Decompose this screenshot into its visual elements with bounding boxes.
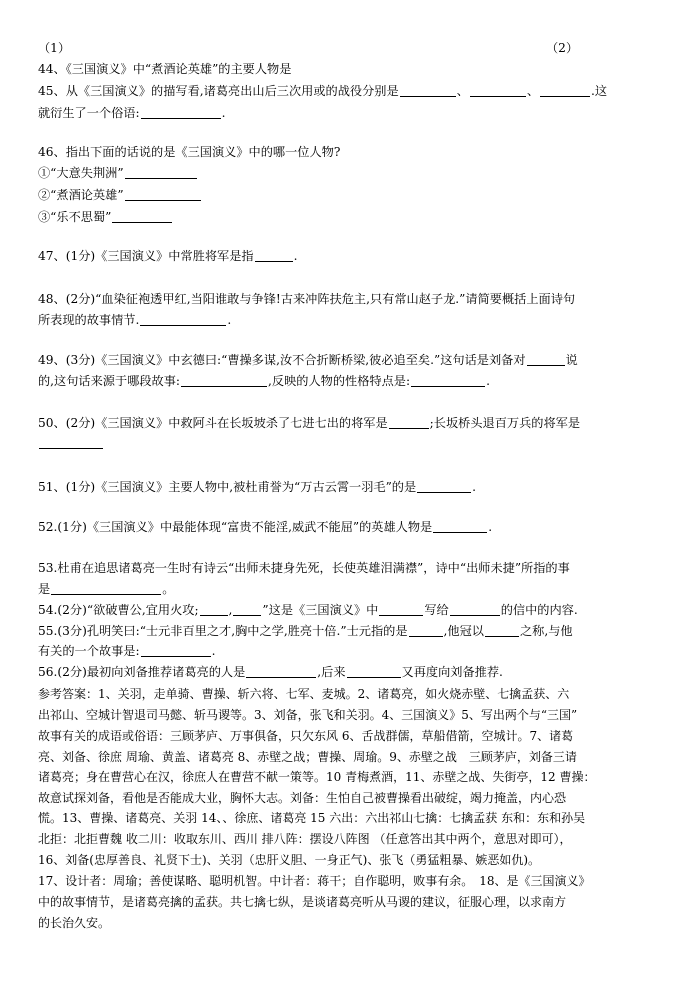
answer-line: 17、设计者：周瑜；善使谋略、聪明机智。中计者：蒋干；自作聪明，败事有余。 18、是《三国演义》 — [38, 874, 591, 888]
answer-blank[interactable] — [112, 210, 172, 223]
answer-blank[interactable] — [527, 353, 565, 366]
question-45-line1: 45、从《三国演义》的描写看,诸葛亮出山后三次用或的战役分别是 、 、 .这 — [38, 84, 608, 98]
question-49-line1: 49、(3分)《三国演义》中玄德曰:“曹操多谋,汝不合折断桥梁,彼必追至矣.”这句话是刘备对 说 — [38, 353, 578, 367]
answer-blank[interactable] — [417, 480, 471, 493]
question-44: 44、《三国演义》中“煮酒论英雄”的主要人物是 — [38, 62, 292, 76]
answer-line: 16、刘备(忠厚善良、礼贤下士)、关羽（忠肝义胆、一身正气)、张飞（勇猛粗暴、嫉恶如仇)。 — [38, 853, 540, 867]
answer-blank[interactable] — [409, 624, 443, 637]
answer-blank[interactable] — [450, 603, 500, 616]
question-45-line2: 就衍生了一个俗语: . — [38, 106, 226, 120]
question-48-line2: 所表现的故事情节. . — [38, 313, 232, 327]
answer-blank[interactable] — [200, 603, 228, 616]
question-51: 51、(1分)《三国演义》主要人物中,被杜甫誉为“万古云霄一羽毛”的是 . — [38, 480, 477, 494]
question-48-line1: 48、(2分)“血染征袍透甲红,当阳谁敢与争锋!古来冲阵扶危主,只有常山赵子龙.”请简要概括上面诗句 — [38, 292, 576, 306]
answer-line: 故事有关的成语或俗语：三顾茅庐、万事俱备，只欠东风 6、舌战群儒，草船借箭，空城计。7、诸葛 — [38, 729, 574, 743]
question-53-line2: 是 。 — [38, 582, 175, 596]
right-mark: （2） — [546, 41, 579, 55]
question-49-line2: 的,这句话来源于哪段故事: ,反映的人物的性格特点是: . — [38, 374, 490, 388]
left-mark: （1） — [38, 41, 71, 55]
question-55-line2: 有关的一个故事是: . — [38, 644, 216, 658]
question-47: 47、(1分)《三国演义》中常胜将军是指 . — [38, 249, 298, 263]
answer-blank[interactable] — [51, 582, 161, 595]
answer-blank[interactable] — [255, 249, 293, 262]
question-46-item-2: ②“煮酒论英雄” — [38, 188, 663, 202]
answer-blank[interactable] — [181, 374, 267, 387]
answer-line: 亮、刘备、徐庶 周瑜、黄盖、诸葛亮 8、赤壁之战；曹操、周瑜。9、赤壁之战 三顾茅庐，刘备三请 — [38, 750, 577, 764]
answer-line: 中的故事情节，是诸葛亮擒的孟获。共七擒七纵，是谈诸葛亮听从马谡的建议，征服心理，以求南方 — [38, 895, 567, 909]
question-46-item-3: ③“乐不思蜀” — [38, 210, 663, 224]
answer-blank[interactable] — [470, 84, 526, 97]
question-53-line1: 53.杜甫在追思诸葛亮一生时有诗云“出师未捷身先死，长使英雄泪满襟”，诗中“出师未捷”所指的事 — [38, 561, 570, 575]
answer-blank[interactable] — [125, 188, 201, 201]
answer-line: 故意试探刘备，看他是否能成大业，胸怀大志。刘备：生怕自己被曹操看出破绽，竭力掩盖，内心恐 — [38, 791, 567, 805]
question-46-item-1: ①“大意失荆洲” — [38, 166, 663, 180]
answer-blank[interactable] — [125, 166, 197, 179]
answer-line: 的长治久安。 — [38, 916, 111, 930]
question-50-line1: 50、(2分)《三国演义》中救阿斗在长坂坡杀了七进七出的将军是 ;长坂桥头退百万兵的将军是 — [38, 416, 581, 430]
answer-blank[interactable] — [39, 436, 103, 449]
answer-blank[interactable] — [433, 520, 487, 533]
answer-blank[interactable] — [141, 106, 221, 119]
answer-blank[interactable] — [389, 416, 429, 429]
answer-line: 参考答案：1、关羽，走单骑、曹操、斩六将、七军、麦城。2、诸葛亮，如火烧赤壁、七擒孟获、六 — [38, 687, 570, 701]
answer-blank[interactable] — [485, 624, 519, 637]
answer-line: 北拒：北拒曹魏 收二川：收取东川、西川 排八阵：摆设八阵图 （任意答出其中两个，意思对即可）， — [38, 832, 572, 846]
answer-blank[interactable] — [379, 603, 423, 616]
answer-line: 出祁山、空城计智退司马懿、斩马谡等。3、刘备，张飞和关羽。4、三国演义》5、写出两个与“三国” — [38, 708, 578, 722]
answer-blank[interactable] — [141, 644, 211, 657]
answer-line: 诸葛亮；身在曹营心在汉，徐庶人在曹营不献一策等。10 青梅煮酒，11、赤壁之战、失街亭，12 曹操： — [38, 770, 596, 784]
answer-blank[interactable] — [246, 665, 316, 678]
question-54: 54.(2分)“欲破曹公,宜用火攻; , ”这是《三国演义》中 写给 的信中的内容. — [38, 603, 578, 617]
question-56: 56.(2分)最初向刘备推荐诸葛亮的人是 ,后来 又再度向刘备推荐. — [38, 665, 503, 679]
answer-blank[interactable] — [411, 374, 485, 387]
answer-blank[interactable] — [233, 603, 261, 616]
header-marks — [38, 41, 663, 55]
answer-blank[interactable] — [540, 84, 590, 97]
answer-blank[interactable] — [140, 313, 226, 326]
question-52: 52.(1分)《三国演义》中最能体现“富贵不能淫,威武不能屈”的英雄人物是 . — [38, 520, 493, 534]
question-50-line2 — [38, 436, 663, 450]
answer-line: 慌。13、曹操、诸葛亮、关羽 14、、徐庶、诸葛亮 15 六出：六出祁山七擒：七擒孟获 东和：东和孙吴 — [38, 811, 586, 825]
question-55-line1: 55.(3分)孔明笑曰:“士元非百里之才,胸中之学,胜亮十倍.”士元指的是 ,他冠以 之称,与他 — [38, 624, 573, 638]
answer-blank[interactable] — [400, 84, 456, 97]
question-46: 46、指出下面的话说的是《三国演义》中的哪一位人物? — [38, 145, 341, 159]
answer-blank[interactable] — [347, 665, 401, 678]
